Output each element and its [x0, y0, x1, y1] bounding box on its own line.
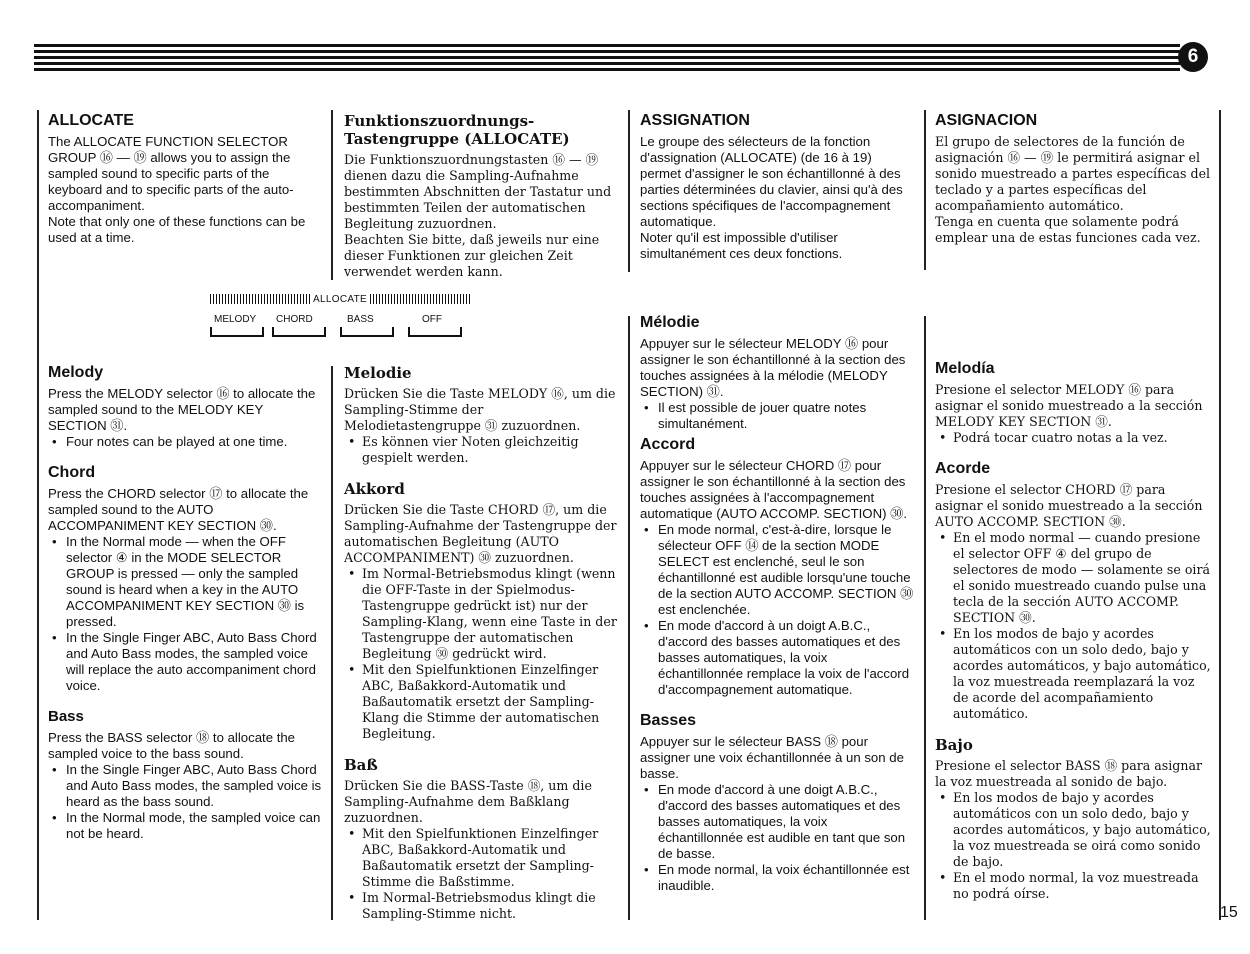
es-melody-title: Melodía — [935, 360, 995, 377]
list-item: • En mode normal, c'est-à-dire, lorsque le sélecteur OFF ⑭ de la section MODE SELECT est enclenché, seul le son échantillonné est audible lorsqu'une touche de la section AUTO ACCOMP. SECTION ㉚ est enclenchée. — [640, 522, 916, 618]
list-item: • In the Single Finger ABC, Auto Bass Chord and Auto Bass modes, the sampled voice is heard as the bass sound. — [48, 762, 324, 810]
column-rule — [331, 366, 333, 920]
en-allocate-note: Note that only one of these functions can be used at a time. — [48, 214, 306, 245]
melody-key — [210, 327, 264, 337]
chord-key — [272, 327, 326, 337]
fr-chord-list — [640, 522, 916, 698]
list-item: • Im Normal-Betriebsmodus klingt die Sampling-Stimme nicht. — [344, 890, 620, 922]
list-item: • En el modo normal — cuando presione el selector OFF ④ del grupo de selectores de modo — solamente se oirá el sonido muestreado cuando pulse una tecla de la sección AUTO ACCOMP. SECTION ㉚. — [935, 530, 1211, 626]
es-bass-text: Presione el selector BASS ⑱ para asignar la voz muestreada al sonido de bajo. — [935, 758, 1202, 789]
es-chord-list — [935, 530, 1211, 722]
list-item: • Mit den Spielfunktionen Einzelfinger ABC, Baßakkord-Automatik und Baßautomatik ersetzt der Sampling-Klang die Stimme der automatischen Begleitung. — [344, 662, 620, 742]
list-item: • In the Normal mode, the sampled voice can not be heard. — [48, 810, 324, 842]
es-melody-list — [935, 430, 1211, 446]
fr-melody-list — [640, 400, 916, 432]
bass-key — [340, 327, 394, 337]
chord-key-label: CHORD — [276, 314, 313, 325]
column-rule — [628, 316, 630, 920]
melody-key-label: MELODY — [214, 314, 257, 325]
fr-allocate-section — [640, 112, 916, 262]
fr-melody-text: Appuyer sur le sélecteur MELODY ⑯ pour assigner le son échantillonné à la section des touches assignées à la mélodie (MELODY SECTION) ㉛. — [640, 336, 906, 399]
list-item: • En mode d'accord à un doigt A.B.C., d'accord des basses automatiques et des basses automatiques, la voix échantillonnée remplace la voix de l'accord d'accompagnement automatique. — [640, 618, 916, 698]
allocate-panel-diagram — [210, 292, 470, 342]
list-item: • En mode d'accord à une doigt A.B.C., d'accord des basses automatiques et des basses automatiques, la voix échantillonnée est audible en tant que son de basse. — [640, 782, 916, 862]
en-bass-title: Bass — [48, 708, 84, 725]
es-allocate-note: Tenga en cuenta que solamente podrá emplear una de estas funciones cada vez. — [935, 214, 1201, 245]
fr-body — [640, 314, 916, 894]
column-rule — [924, 110, 926, 270]
allocate-diagram-title: ALLOCATE — [313, 293, 367, 305]
allocate-diagram-header — [210, 292, 470, 306]
fr-allocate-note: Noter qu'il est impossible d'utiliser simultanément ces deux fonctions. — [640, 230, 843, 261]
de-chord-list — [344, 566, 620, 742]
header-rule — [34, 44, 1180, 47]
en-bass-list — [48, 762, 324, 842]
column-rule — [924, 316, 926, 920]
header-rule — [34, 68, 1180, 71]
list-item: • Mit den Spielfunktionen Einzelfinger ABC, Baßakkord-Automatik und Baßautomatik ersetzt der Sampling-Stimme die Baßstimme. — [344, 826, 620, 890]
de-melody-title: Melodie — [344, 364, 412, 382]
fr-chord-text: Appuyer sur le sélecteur CHORD ⑰ pour assigner le son échantillonné à la section des touches assignées à l'accompagnement automatique (AUTO ACCOMP. SECTION) ㉚. — [640, 458, 907, 521]
list-item: • Es können vier Noten gleichzeitig gespielt werden. — [344, 434, 620, 466]
es-allocate-section — [935, 112, 1211, 246]
de-melody-list — [344, 434, 620, 466]
de-allocate-text: Die Funktionszuordnungstasten ⑯ — ⑲ dienen dazu die Sampling-Aufnahme bestimmten Abschnitten der Tastatur und bestimmten Teilen der automatischen Begleitung zuzuordnen. — [344, 152, 612, 231]
es-chord-text: Presione el selector CHORD ⑰ para asignar el sonido muestreado a la sección AUTO ACCOMP. SECTION ㉚. — [935, 482, 1203, 529]
en-melody-text: Press the MELODY selector ⑯ to allocate the sampled sound to the MELODY KEY SECTION ㉛. — [48, 386, 316, 433]
en-allocate-section — [48, 112, 324, 246]
de-bass-title: Baß — [344, 756, 378, 774]
es-body — [935, 360, 1211, 902]
fr-allocate-text: Le groupe des sélecteurs de la fonction d'assignation (ALLOCATE) (de 16 à 19) permet d'assigner le son échantillonné à des parties déterminées du clavier, ainsi qu'à des sections spécifiques de l'accompagnement automatique. — [640, 134, 903, 229]
fr-bass-text: Appuyer sur le sélecteur BASS ⑱ pour assigner une voix échantillonnée à un son de basse. — [640, 734, 904, 781]
list-item: • In the Normal mode — when the OFF selector ④ in the MODE SELECTOR GROUP is pressed — only the sampled sound is heard when a key in the AUTO ACCOMPANIMENT KEY SECTION ㉚ is pressed. — [48, 534, 324, 630]
fr-bass-list — [640, 782, 916, 894]
de-bass-list — [344, 826, 620, 922]
header-rule — [34, 50, 1180, 53]
list-item: • Il est possible de jouer quatre notes simultanément. — [640, 400, 916, 432]
off-key — [408, 327, 462, 337]
column-rule — [331, 110, 333, 280]
list-item: • Podrá tocar cuatro notas a la vez. — [935, 430, 1211, 446]
en-melody-list — [48, 434, 324, 450]
de-chord-text: Drücken Sie die Taste CHORD ⑰, um die Sampling-Aufnahme der Tastengruppe der automatischen Begleitung (AUTO ACCOMPANIMENT) ㉚ zuzuordnen. — [344, 502, 617, 565]
en-bass-text: Press the BASS selector ⑱ to allocate the sampled voice to the bass sound. — [48, 730, 296, 761]
en-body — [48, 364, 324, 842]
header-rule — [34, 56, 1180, 59]
page-number: 15 — [1220, 904, 1238, 921]
fr-melody-title: Mélodie — [640, 314, 700, 331]
fr-chord-title: Accord — [640, 436, 696, 453]
tick-marks — [370, 294, 470, 304]
chapter-badge: 6 — [1178, 42, 1208, 72]
list-item: • En los modos de bajo y acordes automáticos con un solo dedo, bajo y acordes automáticos, y bajo automático, la voz muestreada reemplazará la voz de acorde del acompañamiento automático. — [935, 626, 1211, 722]
column-rule — [628, 110, 630, 272]
list-item: • Im Normal-Betriebsmodus klingt (wenn die OFF-Taste in der Spielmodus-Tastengruppe gedrückt ist) nur der Sampling-Klang, wenn eine Taste in der Tastengruppe der automatischen Begleitung ㉚ gedrückt wird. — [344, 566, 620, 662]
es-bass-title: Bajo — [935, 736, 973, 754]
list-item: • Four notes can be played at one time. — [48, 434, 324, 450]
en-allocate-text: The ALLOCATE FUNCTION SELECTOR GROUP ⑯ — ⑲ allows you to assign the sampled sound to specific parts of the keyboard and to specific parts of the auto-accompaniment. — [48, 134, 294, 213]
column-rule — [1219, 110, 1221, 920]
de-allocate-note: Beachten Sie bitte, daß jeweils nur eine dieser Funktionen zur gleichen Zeit verwendet werden kann. — [344, 232, 600, 279]
es-allocate-text: El grupo de selectores de la función de asignación ⑯ — ⑲ le permitirá asignar el sonido muestreado a partes específicas del teclado y a partes específicas del acompañamiento automático. — [935, 134, 1211, 213]
es-chord-title: Acorde — [935, 460, 991, 477]
de-melody-text: Drücken Sie die Taste MELODY ⑯, um die Sampling-Stimme der Melodietastengruppe ㉛ zuzuordnen. — [344, 386, 616, 433]
de-chord-title: Akkord — [344, 480, 405, 498]
fr-allocate-title: ASSIGNATION — [640, 112, 750, 129]
fr-bass-title: Basses — [640, 712, 697, 729]
de-body — [344, 364, 620, 922]
page-header — [34, 42, 1208, 76]
en-chord-text: Press the CHORD selector ⑰ to allocate the sampled sound to the AUTO ACCOMPANIMENT KEY SECTION ㉚. — [48, 486, 309, 533]
en-allocate-title: ALLOCATE — [48, 112, 134, 129]
en-melody-title: Melody — [48, 364, 104, 381]
en-chord-title: Chord — [48, 464, 96, 481]
column-rule — [37, 110, 39, 920]
list-item: • En los modos de bajo y acordes automáticos con un solo dedo, bajo y acordes automáticos, y bajo automático, la voz muestreada se oirá como sonido de bajo. — [935, 790, 1211, 870]
de-bass-text: Drücken Sie die BASS-Taste ⑱, um die Sampling-Aufnahme dem Baßklang zuzuordnen. — [344, 778, 592, 825]
bass-key-label: BASS — [347, 314, 374, 325]
es-allocate-title: ASIGNACION — [935, 112, 1038, 129]
en-chord-list — [48, 534, 324, 694]
de-allocate-section — [344, 112, 620, 280]
de-allocate-title: Funktionszuordnungs-Tastengruppe (ALLOCATE) — [344, 112, 570, 148]
es-bass-list — [935, 790, 1211, 902]
list-item: • In the Single Finger ABC, Auto Bass Chord and Auto Bass modes, the sampled voice will replace the auto accompaniment chord voice. — [48, 630, 324, 694]
header-rule — [34, 62, 1180, 65]
es-melody-text: Presione el selector MELODY ⑯ para asignar el sonido muestreado a la sección MELODY KEY SECTION ㉛. — [935, 382, 1203, 429]
list-item: • En mode normal, la voix échantillonnée est inaudible. — [640, 862, 916, 894]
off-key-label: OFF — [422, 314, 442, 325]
tick-marks — [210, 294, 310, 304]
list-item: • En el modo normal, la voz muestreada no podrá oírse. — [935, 870, 1211, 902]
